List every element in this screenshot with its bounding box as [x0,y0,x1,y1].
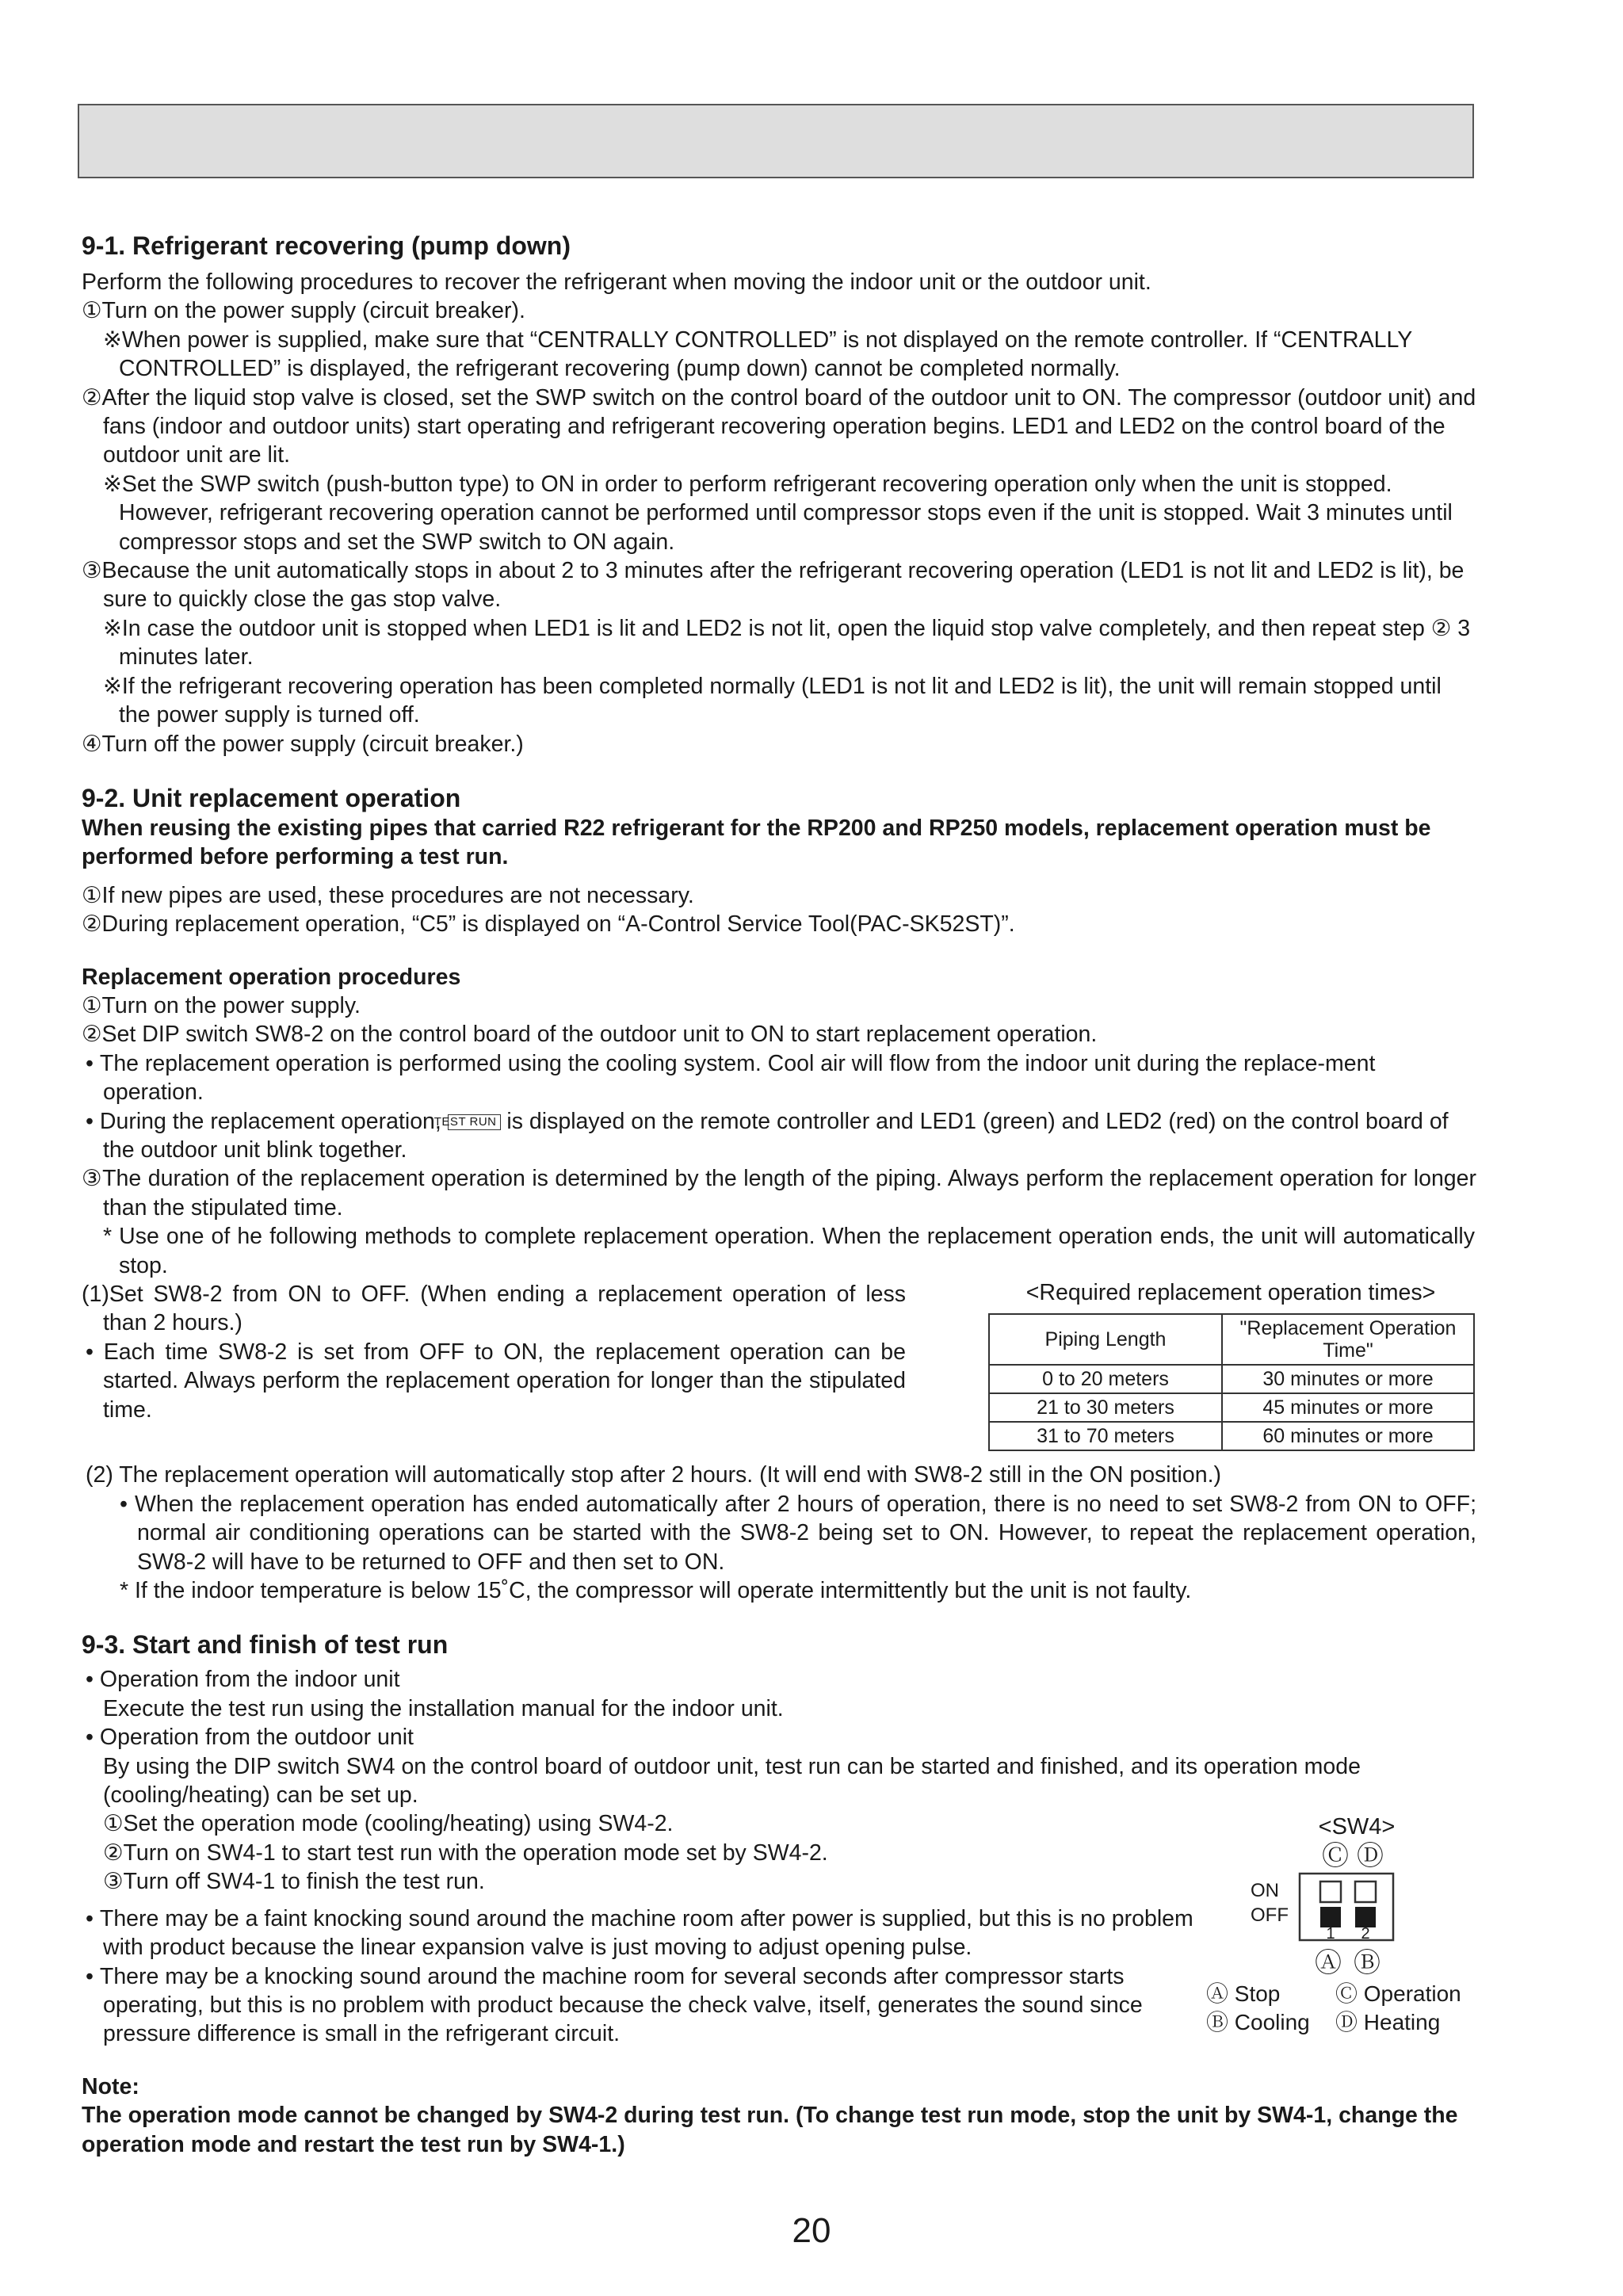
required-times-title: <Required replacement operation times> [1025,1280,1436,1305]
legend-b-cooling: Ⓑ Cooling [1206,2010,1310,2034]
legend-d-heating: Ⓓ Heating [1335,2010,1441,2034]
sw4-off-label: OFF [1251,1904,1289,1926]
table-cell: 21 to 30 meters [989,1393,1222,1422]
sw4-switch-1-on-slot [1320,1881,1341,1902]
table-cell: 45 minutes or more [1222,1393,1474,1422]
s1-note3: ※In case the outdoor unit is stopped when LED1 is lit and LED2 is not lit, open the liquid stop valve completely, and then repeat step ② 3 minutes later. [103,615,1471,670]
s3-outdoor-desc: By using the DIP switch SW4 on the control board of outdoor unit, test run can be started and finished, and its operation mode (cooling/heating) can be set up. [103,1753,1361,1809]
s2-method1-bullet: • Each time SW8-2 is set from OFF to ON, the replacement operation can be started. Always perform the replacement operation for longer than the stipulated time. [86,1339,906,1423]
s2-temperature-note: * If the indoor temperature is below 15˚C, the compressor will operate intermittently but the unit is not faulty. [120,1578,1192,1604]
table-header-cell: "Replacement Operation Time" [1222,1314,1474,1365]
sw4-switch-1-number: 1 [1326,1925,1335,1943]
sw4-switch-2-number: 2 [1361,1925,1370,1943]
sw4-label-a: Ⓐ [1315,1948,1342,1978]
s3-bullet-indoor: • Operation from the indoor unit [86,1667,400,1693]
s3-bullet-outdoor: • Operation from the outdoor unit [86,1725,414,1751]
sw4-label-c: Ⓒ [1322,1841,1349,1871]
s3-bullet-knock2-text: There may be a knocking sound around the machine room for several seconds after compressor starts operating, but this is no problem with product because the check valve, itself, generates the sound since pressure difference is small in the refrigerant circuit. [99,1963,1143,2047]
note-label: Note: [82,2073,139,2099]
s3-bullet-knock1-text: There may be a faint knocking sound around the machine room after power is supplied, but this is no problem with product because the linear expansion valve is just moving to adjust opening pulse. [99,1905,1193,1961]
s1-step2: ②After the liquid stop valve is closed, set the SWP switch on the control board of the outdoor unit to ON. The compressor (outdoor unit) and fans (indoor and outdoor units) start operating and refrigerant recovering operation begins. LED1 and LED2 on the control board of the outdoor unit are lit. [82,384,1476,468]
section-header-box [78,104,1474,178]
table-cell: 0 to 20 meters [989,1365,1222,1393]
note-text: The operation mode cannot be changed by SW4-2 during test run. (To change test run mode, stop the unit by SW4-1, change the operation mode and restart the test run by SW4-1.) [82,2103,1458,2157]
s2-note1: ①If new pipes are used, these procedures are not necessary. [82,882,694,908]
table-cell: 31 to 70 meters [989,1422,1222,1450]
section-9-2-title: 9-2. Unit replacement operation [82,783,461,812]
required-times-table [988,1313,1475,1451]
required-times-block [985,1278,1476,1451]
s3-bullet-indoor-text: Operation from the indoor unit [99,1667,400,1693]
s2-proc4: • During the replacement operation, TEST RUN is displayed on the remote controller and LED1 (green) and LED2 (red) on the control board of the outdoor unit blink together. [86,1108,1449,1163]
s3-bullet-knock1: • There may be a faint knocking sound around the machine room after power is supplied, but this is no problem with product because the linear expansion valve is just moving to adjust opening pulse. [86,1905,1193,1961]
s3-bullet-knock2: • There may be a knocking sound around the machine room for several seconds after compressor starts operating, but this is no problem with product because the check valve, itself, generates the sound since pressure difference is small in the refrigerant circuit. [86,1963,1143,2047]
page-number: 20 [792,2211,831,2250]
table-row [989,1422,1474,1450]
table-row [989,1365,1474,1393]
s2-proc4-text-b: is displayed on the remote controller and LED1 (green) and LED2 (red) on the control board of the outdoor unit blink together. [103,1108,1449,1163]
s2-proc5: ③The duration of the replacement operation is determined by the length of the piping. Always perform the replacement operation for longer than the stipulated time. [82,1166,1476,1221]
s3-indoor-desc: Execute the test run using the installation manual for the indoor unit. [103,1695,784,1721]
s1-step1: ①Turn on the power supply (circuit breaker). [82,298,525,324]
s2-proc6: * Use one of he following methods to complete replacement operation. When the replacement operation ends, the unit will automatically stop. [103,1224,1475,1278]
sw4-switch-2-on-slot [1355,1881,1376,1902]
s3-step2: ②Turn on SW4-1 to start test run with the operation mode set by SW4-2. [103,1839,828,1866]
legend-c-operation: Ⓒ Operation [1335,1981,1461,2006]
s2-method2-bullet: • When the replacement operation has ended automatically after 2 hours of operation, there is no need to set SW8-2 from ON to OFF; normal air conditioning operations can be started with the SW8-2 being set to ON. However, to repeat the replacement operation, SW8-2 will have to be returned to OFF and then set to ON. [120,1491,1476,1575]
section-9-1-title: 9-1. Refrigerant recovering (pump down) [82,231,571,260]
sw4-diagram [1189,1807,1490,2061]
s1-note2: ※Set the SWP switch (push-button type) to ON in order to perform refrigerant recovering operation only when the unit is stopped. However, refrigerant recovering operation cannot be performed until compressor stops even if the unit is stopped. Wait 3 minutes until compressor stops and set the SWP switch to ON again. [103,471,1453,555]
s3-bullet-outdoor-text: Operation from the outdoor unit [99,1725,414,1751]
table-header-cell: Piping Length [989,1314,1222,1365]
s3-step1: ①Set the operation mode (cooling/heating) using SW4-2. [103,1811,674,1837]
replacement-methods [82,1280,906,1424]
replacement-methods-row [82,1280,1476,1451]
s2-method1-bullet-text: Each time SW8-2 is set from OFF to ON, the replacement operation can be started. Always perform the replacement operation for longer than the stipulated time. [103,1339,906,1423]
section-9-3-title: 9-3. Start and finish of test run [82,1630,449,1660]
s2-proc1: ①Turn on the power supply. [82,992,361,1018]
s1-step3: ③Because the unit automatically stops in about 2 to 3 minutes after the refrigerant recovering operation (LED1 is not lit and LED2 is lit), be sure to quickly close the gas stop valve. [82,558,1465,613]
s2-bold-note: When reusing the existing pipes that carried R22 refrigerant for the RP200 and RP250 models, replacement operation must be performed before performing a test run. [82,815,1431,870]
table-header-row [989,1314,1474,1365]
s2-method2: (2) The replacement operation will automatically stop after 2 hours. (It will end with SW8-2 still in the ON position.) [86,1462,1222,1488]
sw4-on-label: ON [1251,1880,1279,1901]
s2-procedures-title: Replacement operation procedures [82,964,461,990]
s1-note1: ※When power is supplied, make sure that “CENTRALLY CONTROLLED” is not displayed on the remote controller. If “CENTRALLY CONTROLLED” is displayed, the refrigerant recovering (pump down) cannot be completed normally. [103,327,1412,382]
sw4-label-b: Ⓑ [1354,1948,1381,1978]
legend-a-stop: Ⓐ Stop [1206,1981,1281,2006]
s2-proc2: ②Set DIP switch SW8-2 on the control board of the outdoor unit to ON to start replacement operation. [82,1022,1098,1048]
table-cell: 60 minutes or more [1222,1422,1474,1450]
table-row [989,1393,1474,1422]
s2-proc3: • The replacement operation is performed using the cooling system. Cool air will flow from the indoor unit during the replace-ment operation. [86,1050,1376,1106]
s2-method1: (1)Set SW8-2 from ON to OFF. (When ending a replacement operation of less than 2 hours.) [82,1282,906,1336]
sw4-switch-housing [1300,1874,1393,1940]
s1-note4: ※If the refrigerant recovering operation has been completed normally (LED1 is not lit and LED2 is lit), the unit will remain stopped until the power supply is turned off. [103,673,1442,728]
s1-intro: Perform the following procedures to recover the refrigerant when moving the indoor unit or the outdoor unit. [82,269,1151,295]
s3-step3: ③Turn off SW4-1 to finish the test run. [103,1869,485,1895]
s1-step4: ④Turn off the power supply (circuit breaker.) [82,731,524,757]
test-run-badge: TEST RUN [448,1114,501,1130]
s2-method2-bullet-text: When the replacement operation has ended automatically after 2 hours of operation, there is no need to set SW8-2 from ON to OFF; normal air conditioning operations can be started with the SW8-2 being set to ON. However, to repeat the replacement operation, SW8-2 will have to be returned to OFF and then set to ON. [135,1491,1476,1575]
s2-proc3-text: The replacement operation is performed using the cooling system. Cool air will flow from the indoor unit during the replace-ment operation. [99,1050,1376,1106]
sw4-title: <SW4> [1318,1814,1396,1839]
sw4-label-d: Ⓓ [1357,1841,1384,1871]
s2-note2: ②During replacement operation, “C5” is displayed on “A-Control Service Tool(PAC-SK52ST)”. [82,911,1015,938]
s2-proc4-text-a: During the replacement operation, [99,1108,441,1134]
table-cell: 30 minutes or more [1222,1365,1474,1393]
